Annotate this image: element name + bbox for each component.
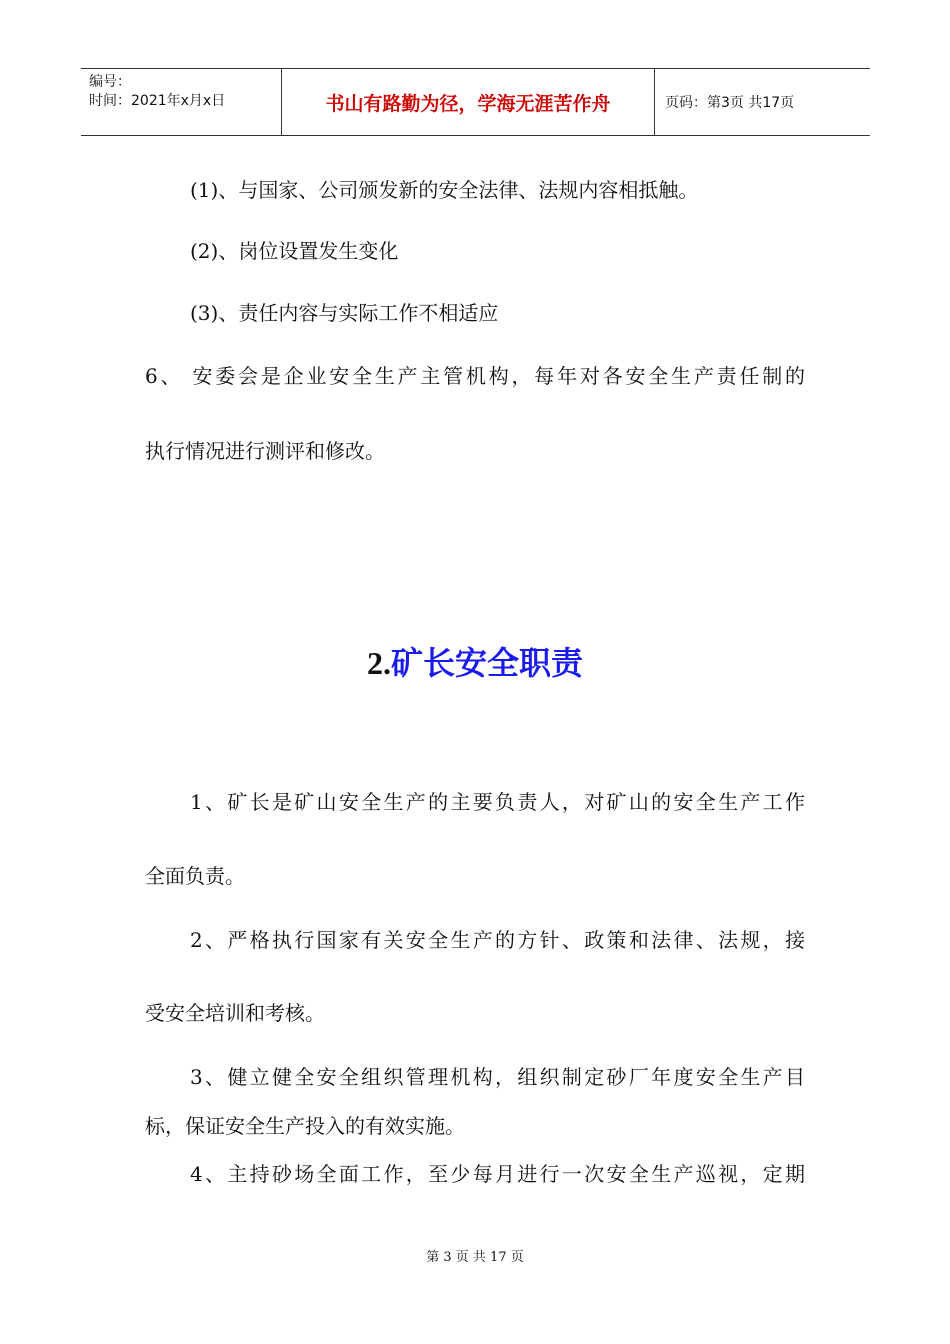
header-meta [81, 69, 281, 135]
doc-number-label: 编号： [89, 74, 131, 90]
header-motto: 书山有路勤为径，学海无涯苦作舟 [281, 69, 655, 135]
page-footer: 第 3 页 共 17 页 [426, 1250, 524, 1265]
paragraph-item-6-line-2: 执行情况进行测评和修改。 [145, 439, 385, 463]
duty-4-line-1: 4、主持砂场全面工作，至少每月进行一次安全生产巡视，定期 [190, 1162, 805, 1186]
duty-2-line-2: 受安全培训和考核。 [145, 1001, 325, 1025]
duty-1-line-1: 1、矿长是矿山安全生产的主要负责人，对矿山的安全生产工作 [190, 790, 805, 814]
paragraph-item-6-line-1: 6、 安委会是企业安全生产主管机构，每年对各安全生产责任制的 [145, 364, 805, 388]
paragraph-clause-1: (1)、与国家、公司颁发新的安全法律、法规内容相抵触。 [190, 178, 699, 202]
page-header [81, 68, 870, 136]
duty-2-line-1: 2、严格执行国家有关安全生产的方针、政策和法律、法规，接 [190, 928, 805, 952]
duty-3-line-2: 标，保证安全生产投入的有效实施。 [145, 1114, 465, 1138]
paragraph-clause-2: (2)、岗位设置发生变化 [190, 239, 399, 263]
section-title [0, 638, 950, 684]
section-title-text: 矿长安全职责 [390, 644, 583, 682]
doc-date-label: 时间：2021年x月x日 [89, 93, 226, 109]
duty-1-line-2: 全面负责。 [145, 864, 245, 888]
section-number: 2. [366, 645, 391, 681]
paragraph-clause-3: (3)、责任内容与实际工作不相适应 [190, 301, 499, 325]
header-page-info: 页码：第3页 共17页 [665, 95, 795, 111]
duty-3-line-1: 3、健立健全安全组织管理机构，组织制定砂厂年度安全生产目 [190, 1065, 805, 1089]
